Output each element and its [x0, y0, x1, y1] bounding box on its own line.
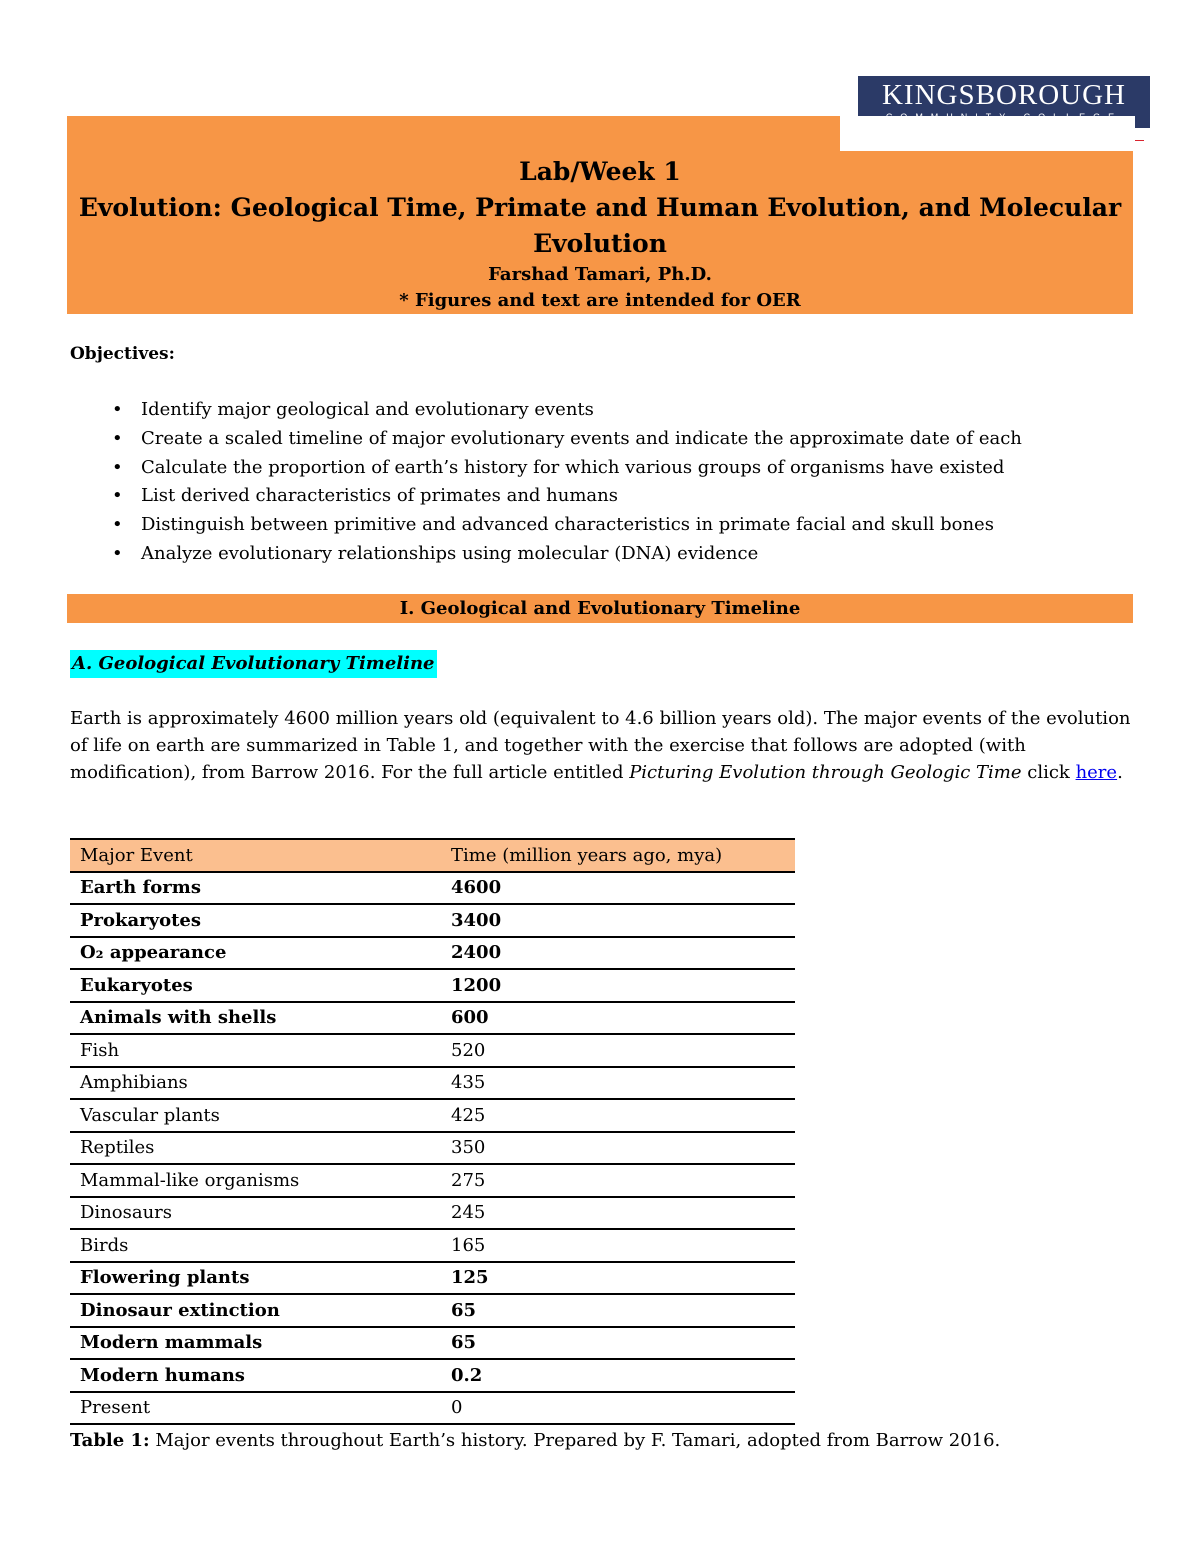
table-header-row: [70, 839, 795, 872]
event-cell: Fish: [80, 1039, 120, 1061]
lab-week-title: Lab/Week 1: [519, 157, 681, 186]
table-row: [70, 1067, 795, 1100]
table-row: [70, 1164, 795, 1197]
event-cell: Flowering plants: [80, 1267, 250, 1289]
intro-paragraph: Earth is approximately 4600 million years old (equivalent to 4.6 billion years old). The major events of the evolution of life on earth are summarized in Table 1, and together with the exercise that follows are adopted (with modification), from Barrow 2016. For the full article entitled Picturing Evolution through Geologic Time click here.: [70, 708, 1131, 783]
column-header: Time (million years ago, mya): [451, 844, 723, 866]
time-cell: 65: [451, 1299, 477, 1321]
table-row: [70, 1197, 795, 1230]
time-cell: 3400: [451, 909, 502, 931]
table-row: [70, 1002, 795, 1035]
article-link[interactable]: here: [1075, 762, 1118, 783]
event-cell: Vascular plants: [80, 1104, 220, 1126]
time-cell: 2400: [451, 942, 502, 964]
table-row: [70, 1327, 795, 1360]
table-row: [70, 937, 795, 970]
table-row: [70, 1099, 795, 1132]
oer-note: * Figures and text are intended for OER: [399, 290, 801, 311]
time-cell: 245: [451, 1202, 486, 1224]
time-cell: 0: [451, 1397, 463, 1419]
objective-item: • List derived characteristics of primates and humans: [112, 485, 618, 507]
time-cell: 1200: [451, 974, 502, 996]
event-cell: Reptiles: [80, 1137, 155, 1159]
table-row: [70, 904, 795, 937]
time-cell: 0.2: [451, 1364, 483, 1386]
column-header: Major Event: [80, 844, 193, 866]
event-cell: Prokaryotes: [80, 909, 202, 931]
table-row: [70, 872, 795, 905]
objective-item: • Distinguish between primitive and advanced characteristics in primate facial and skull bones: [112, 514, 994, 536]
time-cell: 65: [451, 1332, 477, 1354]
table-row: [70, 1392, 795, 1425]
table-row: [70, 1294, 795, 1327]
event-cell: Modern mammals: [80, 1332, 263, 1354]
time-cell: 125: [451, 1267, 489, 1289]
event-cell: Present: [80, 1397, 151, 1419]
event-cell: Dinosaurs: [80, 1202, 173, 1224]
objectives-heading: Objectives:: [70, 344, 175, 364]
article-title: Picturing Evolution through Geologic Time: [629, 762, 1022, 783]
caption-label: Table 1:: [70, 1430, 150, 1451]
time-cell: 600: [451, 1007, 489, 1029]
time-cell: 165: [451, 1234, 486, 1256]
time-cell: 4600: [451, 877, 502, 899]
table-row: [70, 969, 795, 1002]
table-row: [70, 1132, 795, 1165]
event-cell: Birds: [80, 1234, 129, 1256]
objectives-list: [70, 396, 1022, 569]
events-table: [70, 838, 795, 1425]
document-title-line1: Evolution: Geological Time, Primate and Human Evolution, and Molecular: [78, 193, 1122, 222]
document-header: [67, 154, 1133, 314]
subsection-heading: A. Geological Evolutionary Timeline: [70, 650, 437, 678]
table-row: [70, 1262, 795, 1295]
objective-item: • Identify major geological and evolutionary events: [112, 399, 594, 420]
time-cell: 350: [451, 1137, 486, 1159]
table-row: [70, 1359, 795, 1392]
event-cell: Modern humans: [80, 1364, 245, 1386]
table-caption: Table 1: Major events throughout Earth’s history. Prepared by F. Tamari, adopted from Barrow 2016.: [70, 1430, 1001, 1451]
event-cell: Earth forms: [80, 877, 201, 899]
objective-item: • Create a scaled timeline of major evolutionary events and indicate the approximate date of each: [112, 427, 1022, 449]
table-row: [70, 1034, 795, 1067]
header-notch: [840, 116, 1135, 151]
section-heading: I. Geological and Evolutionary Timeline: [67, 594, 1133, 623]
logo-name: KINGSBOROUGH: [881, 79, 1126, 111]
event-cell: Animals with shells: [80, 1007, 277, 1029]
event-cell: Mammal-like organisms: [80, 1169, 300, 1191]
time-cell: 435: [451, 1072, 486, 1094]
author: Farshad Tamari, Ph.D.: [488, 264, 712, 285]
objective-item: • Calculate the proportion of earth’s history for which various groups of organisms have existed: [112, 456, 1005, 478]
event-cell: O₂ appearance: [80, 942, 227, 964]
document-title-line2: Evolution: [533, 229, 667, 258]
time-cell: 520: [451, 1039, 486, 1061]
objective-item: • Analyze evolutionary relationships using molecular (DNA) evidence: [112, 542, 759, 564]
event-cell: Amphibians: [80, 1072, 188, 1094]
time-cell: 425: [451, 1104, 486, 1126]
event-cell: Dinosaur extinction: [80, 1299, 280, 1321]
time-cell: 275: [451, 1169, 486, 1191]
event-cell: Eukaryotes: [80, 974, 193, 996]
table-row: [70, 1229, 795, 1262]
